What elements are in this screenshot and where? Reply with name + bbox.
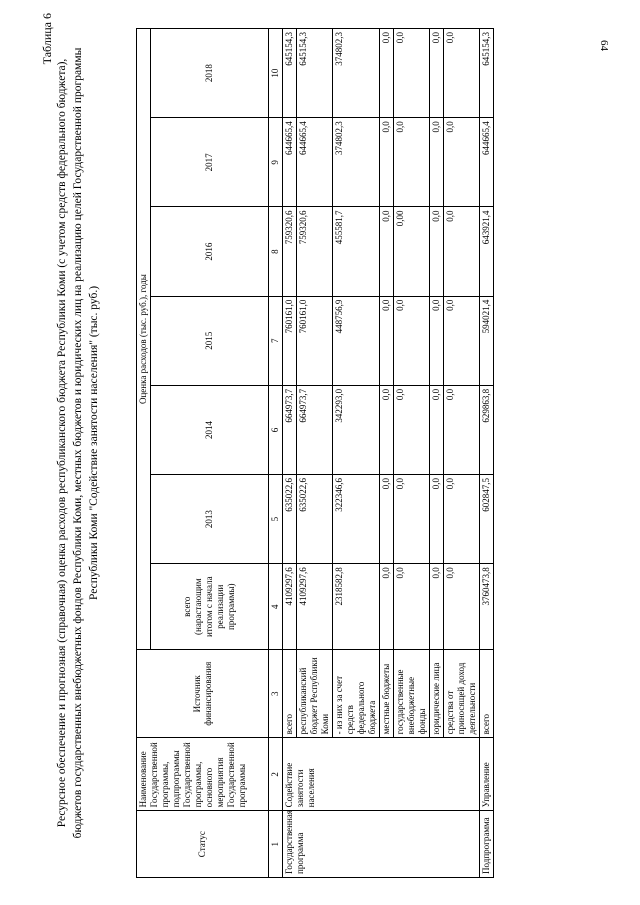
value-cell: 0,0 xyxy=(380,29,394,118)
column-index: 6 xyxy=(269,385,283,474)
value-cell: 374802,3 xyxy=(333,29,380,118)
value-cell: 644665,4 xyxy=(480,118,494,207)
row-source: местные бюджеты xyxy=(380,650,394,738)
value-cell: 664973,7 xyxy=(297,385,333,474)
column-index: 8 xyxy=(269,207,283,296)
value-cell: 760161,0 xyxy=(297,296,333,385)
value-cell: 645154,3 xyxy=(297,29,333,118)
resource-table xyxy=(136,28,494,878)
header-year: 2015 xyxy=(151,296,269,385)
value-cell: 760161,0 xyxy=(283,296,297,385)
header-year: 2014 xyxy=(151,385,269,474)
header-source: Источник финансирования xyxy=(137,650,269,738)
value-cell: 0,0 xyxy=(394,118,430,207)
value-cell: 635022,6 xyxy=(297,475,333,564)
column-index: 5 xyxy=(269,475,283,564)
header-year: 2013 xyxy=(151,475,269,564)
header-status: Статус xyxy=(137,811,269,878)
value-cell: 0,0 xyxy=(430,207,444,296)
row-source: всего xyxy=(283,650,297,738)
value-cell: 759320,6 xyxy=(283,207,297,296)
value-cell: 644665,4 xyxy=(297,118,333,207)
value-cell: 342293,0 xyxy=(333,385,380,474)
value-cell: 0,0 xyxy=(430,564,444,650)
column-index: 10 xyxy=(269,29,283,118)
column-index: 1 xyxy=(269,811,283,878)
row-status: Государственная программа xyxy=(283,811,480,878)
value-cell: 0,0 xyxy=(394,385,430,474)
row-source: - из них за счет средств федерального бюджета xyxy=(333,650,380,738)
table-row xyxy=(283,29,297,878)
value-cell: 0,0 xyxy=(380,207,394,296)
value-cell: 0,0 xyxy=(430,296,444,385)
value-cell: 4109297,6 xyxy=(283,564,297,650)
value-cell: 2318582,8 xyxy=(333,564,380,650)
value-cell: 0,0 xyxy=(444,118,480,207)
table-row xyxy=(480,29,494,878)
value-cell: 645154,3 xyxy=(283,29,297,118)
column-index: 4 xyxy=(269,564,283,650)
column-index: 9 xyxy=(269,118,283,207)
value-cell: 322346,6 xyxy=(333,475,380,564)
value-cell: 0,00 xyxy=(394,207,430,296)
value-cell: 0,0 xyxy=(444,207,480,296)
value-cell: 635022,6 xyxy=(283,475,297,564)
value-cell: 0,0 xyxy=(444,296,480,385)
value-cell: 0,0 xyxy=(394,296,430,385)
value-cell: 0,0 xyxy=(444,475,480,564)
row-status: Подпрограмма xyxy=(480,811,494,878)
header-name: Наименование Государственной программы, подпрограммы Государственной программы, основного мероприятия Государственной программы xyxy=(137,738,269,811)
value-cell: 374802,3 xyxy=(333,118,380,207)
value-cell: 594021,4 xyxy=(480,296,494,385)
value-cell: 0,0 xyxy=(394,29,430,118)
row-source: средства от приносящей доход деятельности xyxy=(444,650,480,738)
value-cell: 645154,3 xyxy=(480,29,494,118)
value-cell: 644665,4 xyxy=(283,118,297,207)
header-year: 2017 xyxy=(151,118,269,207)
value-cell: 0,0 xyxy=(380,296,394,385)
value-cell: 0,0 xyxy=(380,118,394,207)
value-cell: 0,0 xyxy=(444,564,480,650)
value-cell: 3760473,8 xyxy=(480,564,494,650)
header-year: 2018 xyxy=(151,29,269,118)
value-cell: 455581,7 xyxy=(333,207,380,296)
value-cell: 0,0 xyxy=(380,475,394,564)
row-source: всего xyxy=(480,650,494,738)
header-total: всего (нарастающим итогом с начала реализации программы) xyxy=(151,564,269,650)
column-index: 3 xyxy=(269,650,283,738)
page-number: 64 xyxy=(598,40,610,51)
value-cell: 0,0 xyxy=(380,385,394,474)
value-cell: 0,0 xyxy=(394,475,430,564)
value-cell: 629863,8 xyxy=(480,385,494,474)
row-source: республиканский бюджет Республики Коми xyxy=(297,650,333,738)
row-source: юридические лица xyxy=(430,650,444,738)
value-cell: 602847,5 xyxy=(480,475,494,564)
value-cell: 0,0 xyxy=(394,564,430,650)
table-title: Ресурсное обеспечение и прогнозная (справочная) оценка расходов республиканского бюджета Республики Коми (с учетом средств федерального бюджета), бюджетов государственных внебюджетных фондов Республики Коми, местных бюджетов и юридических лиц на реализацию целей Государственной программы Республики Коми "Содействие занятости населения" (тыс. руб.) xyxy=(56,47,100,839)
value-cell: 4109297,6 xyxy=(297,564,333,650)
value-cell: 0,0 xyxy=(430,385,444,474)
column-index-row xyxy=(269,29,283,878)
row-name: Управление xyxy=(480,738,494,811)
value-cell: 643921,4 xyxy=(480,207,494,296)
value-cell: 0,0 xyxy=(444,385,480,474)
header-estimate: Оценка расходов (тыс. руб.), годы xyxy=(137,29,151,650)
row-source: государственные внебюджетные фонды xyxy=(394,650,430,738)
table-label: Таблица 6 xyxy=(40,13,54,65)
row-name: Содействие занятости населения xyxy=(283,738,480,811)
header-year: 2016 xyxy=(151,207,269,296)
value-cell: 664973,7 xyxy=(283,385,297,474)
value-cell: 0,0 xyxy=(430,118,444,207)
column-index: 7 xyxy=(269,296,283,385)
value-cell: 0,0 xyxy=(444,29,480,118)
rotated-page xyxy=(40,13,640,893)
value-cell: 0,0 xyxy=(430,29,444,118)
value-cell: 448756,9 xyxy=(333,296,380,385)
column-index: 2 xyxy=(269,738,283,811)
table-body xyxy=(283,29,494,878)
value-cell: 759320,6 xyxy=(297,207,333,296)
header-row-1 xyxy=(137,29,151,878)
value-cell: 0,0 xyxy=(430,475,444,564)
value-cell: 0,0 xyxy=(380,564,394,650)
